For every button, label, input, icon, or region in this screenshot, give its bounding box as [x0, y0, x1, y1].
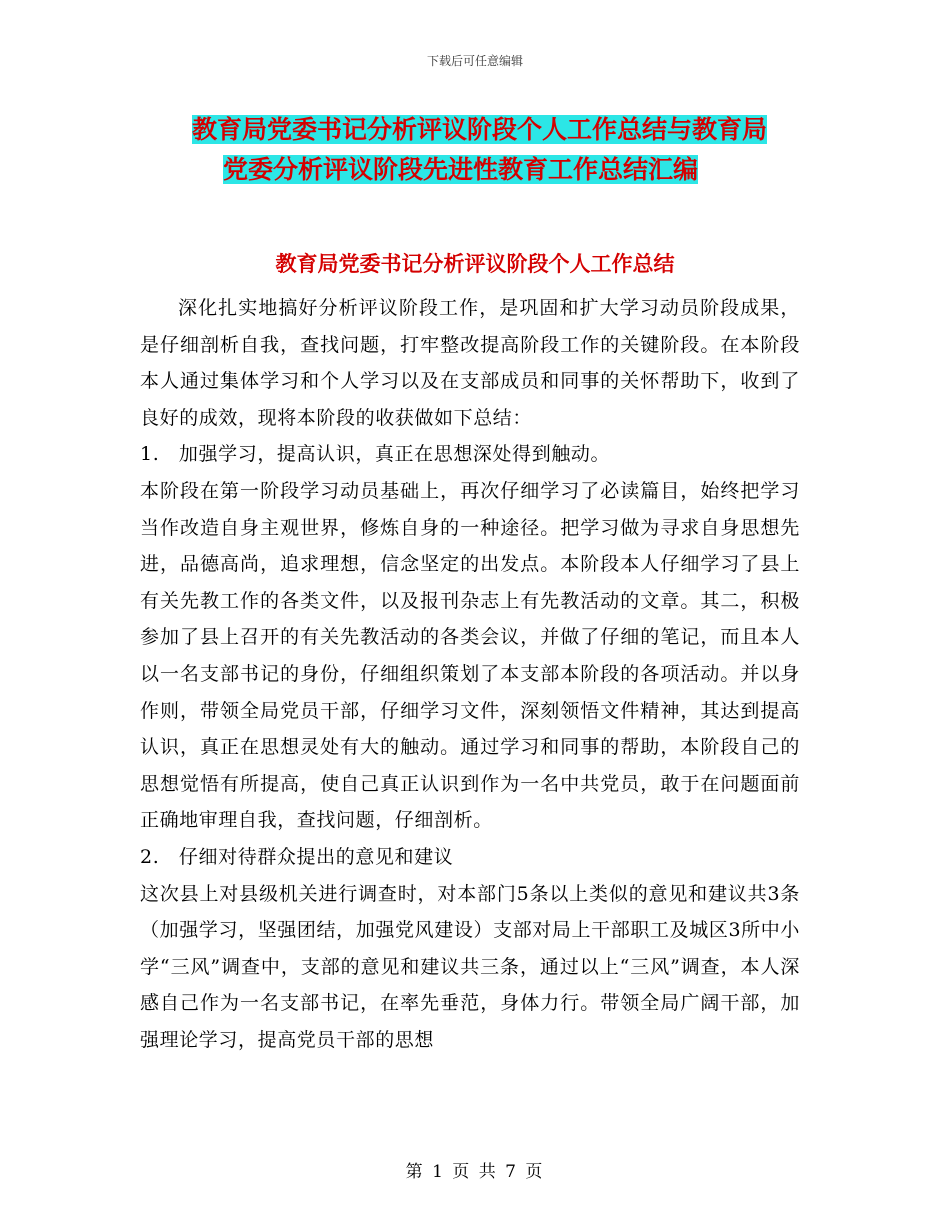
title-highlight-2: 党委分析评议阶段先进性教育工作总结汇编: [223, 155, 699, 184]
page-header-note: 下载后可任意编辑: [426, 54, 523, 68]
title-highlight-1: 教育局党委书记分析评议阶段个人工作总结与教育局: [192, 115, 768, 144]
page-number: 第 1 页 共 7 页: [405, 1162, 545, 1182]
paragraph-intro: 深化扎实地搞好分析评议阶段工作，是巩固和扩大学习动员阶段成果，是仔细剖析自我，查找问题，打牢整改提高阶段工作的关键阶段。在本阶段本人通过集体学习和个人学习以及在支部成员和同事的关怀帮助下，收到了良好的成效，现将本阶段的收获做如下总结：: [140, 297, 800, 429]
document-body: [140, 290, 800, 1058]
heading-point-2: 2. 仔细对待群众提出的意见和建议: [140, 845, 454, 868]
paragraph-point-1: 本阶段在第一阶段学习动员基础上，再次仔细学习了必读篇目，始终把学习当作改造自身主观世界，修炼自身的一种途径。把学习做为寻求自身思想先进，品德高尚，追求理想，信念坚定的出发点。本阶段本人仔细学习了县上有关先教工作的各类文件，以及报刊杂志上有先教活动的文章。其二，积极参加了县上召开的有关先教活动的各类会议，并做了仔细的笔记，而且本人以一名支部书记的身份，仔细组织策划了本支部本阶段的各项活动。并以身作则，带领全局党员干部，仔细学习文件，深刻领悟文件精神，其达到提高认识，真正在思想灵处有大的触动。通过学习和同事的帮助，本阶段自己的思想觉悟有所提高，使自己真正认识到作为一名中共党员，敢于在问题面前正确地审理自我，查找问题，仔细剖析。: [140, 479, 800, 832]
document-title-line-2: [140, 150, 810, 190]
heading-point-1: 1. 加强学习，提高认识，真正在思想深处得到触动。: [140, 443, 611, 466]
document-title: [140, 110, 810, 190]
section-title: 教育局党委书记分析评议阶段个人工作总结: [275, 251, 675, 276]
document-title-line-1: [140, 110, 810, 150]
paragraph-point-2: 这次县上对县级机关进行调查时，对本部门5条以上类似的意见和建议共3条（加强学习，坚强团结，加强党风建设）支部对局上干部职工及城区3所中小学“三风”调查中，支部的意见和建议共三条，通过以上“三风”调查，本人深感自己作为一名支部书记，在率先垂范，身体力行。带领全局广阔干部，加强理论学习，提高党员干部的思想: [140, 882, 800, 1051]
